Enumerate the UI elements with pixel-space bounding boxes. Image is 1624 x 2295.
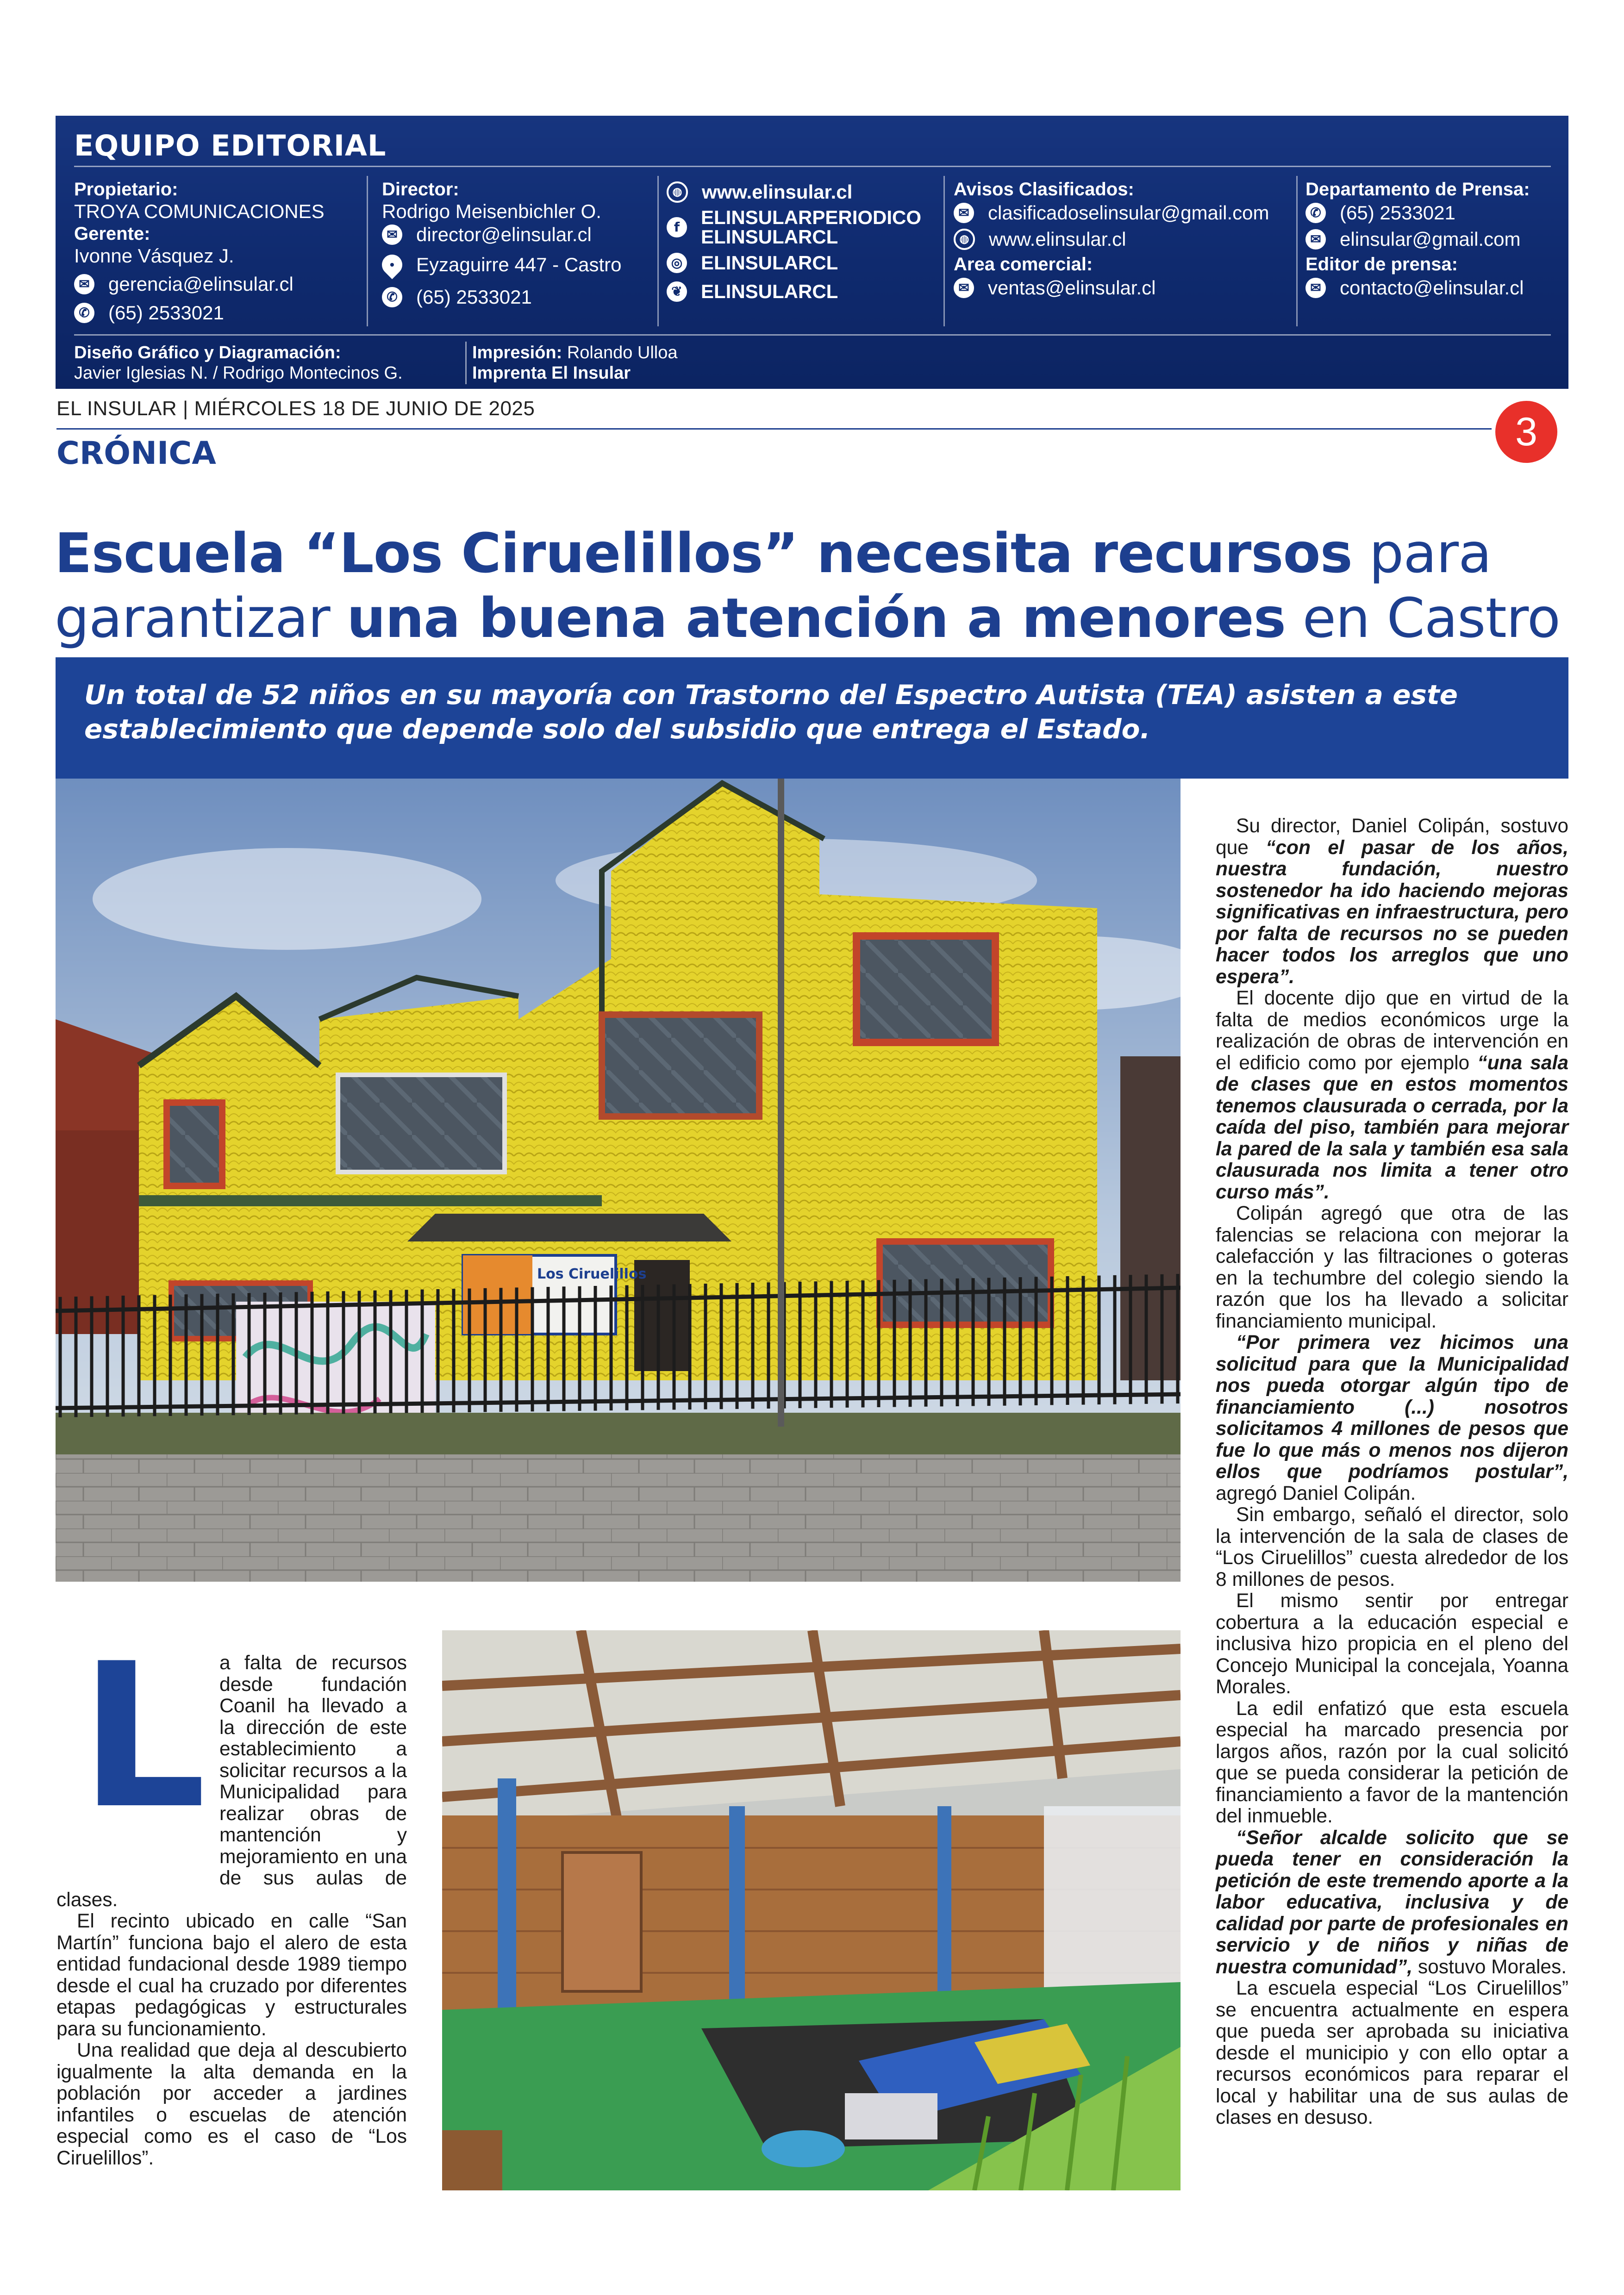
director-address: Eyzaguirre 447 - Castro	[416, 254, 622, 275]
quote-text: “una sala de clases que en estos momentos tenemos clausurada o cerrada, por la caída del piso, también para mejorar la pared de la sala y también esa sala clausurada nos limita a tener otro curso más”.	[1216, 1052, 1568, 1203]
paragraph-text: agregó Daniel Colipán.	[1216, 1482, 1416, 1504]
school-sign-text: Los Ciruelillos	[537, 1266, 647, 1282]
editorial-masthead	[56, 116, 1568, 389]
print-label: Impresión:	[472, 343, 562, 362]
dateline: EL INSULAR | MIÉRCOLES 18 DE JUNIO DE 2025	[56, 397, 535, 420]
article-paragraph: Sin embargo, señaló el director, solo la intervención de la sala de clases de “Los Ciruelillos” cuesta alrededor de los 8 millones de pesos.	[1216, 1504, 1568, 1590]
manager-phone[interactable]: (65) 2533021	[108, 302, 224, 324]
headline-light-2: garantizar	[55, 586, 347, 650]
commercial-email[interactable]: ventas@elinsular.cl	[988, 277, 1156, 299]
masthead-column-divider	[657, 176, 659, 326]
twitter-icon: ❦	[667, 281, 687, 302]
email-icon: ✉	[1305, 278, 1326, 298]
masthead-press-column	[1305, 178, 1565, 300]
classifieds-website[interactable]: www.elinsular.cl	[989, 228, 1126, 250]
paragraph-text: Su director, Daniel Colipán, sostuvo que	[1216, 815, 1568, 859]
subtitle-text: Un total de 52 niños en su mayoría con Trastorno del Espectro Autista (TEA) asisten a este establecimiento que depende solo del subsidio que entrega el Estado.	[84, 679, 1458, 745]
editor-label: Editor de prensa:	[1305, 254, 1458, 274]
print-name: Rolando Ulloa	[567, 343, 678, 362]
owner-label: Propietario:	[74, 179, 178, 200]
masthead-column-divider	[465, 342, 467, 384]
article-left-column	[56, 1621, 407, 2169]
globe-icon: ◍	[954, 229, 975, 250]
commercial-label: Area comercial:	[954, 254, 1093, 274]
masthead-divider	[74, 166, 1551, 167]
page-number-badge: 3	[1495, 401, 1557, 463]
classifieds-label: Avisos Clasificados:	[954, 179, 1134, 200]
masthead-column-divider	[1296, 176, 1298, 326]
press-label: Departamento de Prensa:	[1305, 179, 1530, 200]
print-shop: Imprenta El Insular	[472, 363, 631, 383]
subtitle-box	[56, 657, 1568, 779]
design-credits	[74, 343, 403, 383]
director-name: Rodrigo Meisenbichler O.	[382, 200, 601, 222]
manager-label: Gerente:	[74, 224, 150, 244]
headline-bold-1: Escuela “Los Ciruelillos” necesita recursos	[55, 521, 1352, 585]
school-building-photo	[56, 779, 1181, 1582]
paragraph-text: sostuvo Morales.	[1412, 1956, 1567, 1978]
email-icon: ✉	[382, 225, 402, 245]
paragraph-text: a falta de recursos desde fundación Coanil ha llevado a la dirección de este establecimiento a solicitar recursos a la Municipalidad para realizar obras de mantención y mejoramiento en una de sus aulas de clases.	[56, 1652, 407, 1911]
quote-text: “con el pasar de los años, nuestra fundación, nuestro sostenedor ha ido haciendo mejoras significativas en infraestructura, pero por falta de recursos no se pueden hacer todos los arreglos que uno espera”.	[1216, 836, 1568, 988]
article-paragraph	[1216, 988, 1568, 1203]
classifieds-email[interactable]: clasificadoselinsular@gmail.com	[988, 202, 1269, 224]
facebook-handle-1[interactable]: ELINSULARPERIODICO	[701, 206, 922, 228]
masthead-divider	[74, 334, 1551, 336]
email-icon: ✉	[1305, 229, 1326, 249]
website-link[interactable]: www.elinsular.cl	[702, 181, 853, 203]
section-label: CRÓNICA	[56, 435, 216, 472]
phone-icon: ✆	[1305, 203, 1326, 223]
article-paragraph: El mismo sentir por entregar cobertura a la educación especial e inclusiva hizo propicia en el pleno del Concejo Municipal la concejala, Yoanna Morales.	[1216, 1590, 1568, 1698]
article-paragraph	[1216, 816, 1568, 988]
director-phone[interactable]: (65) 2533021	[416, 286, 532, 308]
print-credits	[472, 343, 678, 383]
globe-icon: ◍	[667, 181, 688, 203]
quote-text: “Señor alcalde solicito que se pueda tener en consideración la petición de este tremendo aporte a la labor educativa, inclusiva y de calidad por parte de profesionales en servicio y de niños y niñas de nuestra comunidad”,	[1216, 1827, 1568, 1978]
manager-email[interactable]: gerencia@elinsular.cl	[108, 273, 294, 295]
editor-email[interactable]: contacto@elinsular.cl	[1340, 277, 1524, 299]
phone-icon: ✆	[382, 287, 402, 307]
facebook-handles[interactable]	[701, 208, 921, 247]
design-names: Javier Iglesias N. / Rodrigo Montecinos G.	[74, 363, 403, 383]
masthead-column-divider	[943, 176, 945, 326]
article-paragraph	[1216, 1827, 1568, 1978]
facebook-handle-2[interactable]: ELINSULARCL	[701, 226, 838, 248]
article-right-column	[1216, 816, 1568, 2129]
email-icon: ✉	[954, 203, 974, 223]
owner-name: TROYA COMUNICACIONES	[74, 200, 325, 222]
facebook-icon: f	[667, 217, 687, 237]
email-icon: ✉	[74, 274, 94, 294]
article-paragraph	[56, 1621, 407, 1911]
instagram-handle[interactable]: ELINSULARCL	[701, 252, 838, 274]
masthead-owner-column	[74, 178, 361, 327]
masthead-column-divider	[367, 176, 368, 326]
quote-text: “Por primera vez hicimos una solicitud para que la Municipalidad nos pueda otorgar algún tipo de financiamiento (...) nosotros solicitamos 4 millones de pesos que fue lo que más o menos nos dijeron ellos que podríamos postular”,	[1216, 1332, 1568, 1483]
design-label: Diseño Gráfico y Diagramación:	[74, 343, 341, 362]
headline-bold-2: una buena atención a menores	[347, 586, 1286, 650]
twitter-handle[interactable]: ELINSULARCL	[701, 281, 838, 302]
headline	[55, 521, 1573, 650]
headline-light-1: para	[1352, 521, 1492, 585]
director-label: Director:	[382, 179, 459, 200]
article-paragraph: La edil enfatizó que esta escuela especial ha marcado presencia por largos años, razón por la cual solicitó que se pueda considerar la petición de financiamiento a favor de la mantención del inmueble.	[1216, 1697, 1568, 1827]
article-paragraph: El recinto ubicado en calle “San Martín” funciona bajo el alero de esta entidad fundacional desde 1989 tiempo desde el cual ha cruzado por diferentes etapas pedagógicas y estructurales para su funcionamiento.	[56, 1910, 407, 2040]
article-paragraph: Una realidad que deja al descubierto igualmente la alta demanda en la población por acceder a jardines infantiles o escuelas de atención especial como es el caso de “Los Ciruelillos”.	[56, 2039, 407, 2169]
classroom-interior-photo	[442, 1630, 1181, 2190]
press-phone[interactable]: (65) 2533021	[1340, 202, 1455, 224]
article-paragraph: La escuela especial “Los Ciruelillos” se encuentra actualmente en espera que pueda ser aprobada su iniciativa desde el municipio y con ello optar a recursos económicos para reparar el local y habilitar una de sus aulas de clases en desuso.	[1216, 1977, 1568, 2128]
press-email[interactable]: elinsular@gmail.com	[1340, 228, 1521, 250]
manager-name: Ivonne Vásquez J.	[74, 245, 234, 267]
masthead-classifieds-column	[954, 178, 1315, 300]
email-icon: ✉	[954, 278, 974, 298]
article-paragraph: Colipán agregó que otra de las falencias se relaciona con mejorar la calefacción y las filtraciones o goteras en la techumbre del colegio siendo la razón que los ha llevado a solicitar financiamiento municipal.	[1216, 1203, 1568, 1332]
dateline-rule	[56, 428, 1492, 430]
phone-icon: ✆	[74, 303, 94, 323]
masthead-title: EQUIPO EDITORIAL	[74, 129, 387, 162]
masthead-social-column	[667, 178, 1000, 306]
drop-cap: L	[80, 1621, 206, 1852]
headline-light-3: en Castro	[1285, 586, 1560, 650]
director-email[interactable]: director@elinsular.cl	[416, 224, 592, 245]
location-pin-icon: •	[378, 250, 406, 279]
paragraph-text: El docente dijo que en virtud de la falta de medios económicos urge la realización de obras de intervención en el edificio como por ejemplo	[1216, 987, 1568, 1074]
article-paragraph	[1216, 1332, 1568, 1504]
instagram-icon: ◎	[667, 253, 687, 273]
